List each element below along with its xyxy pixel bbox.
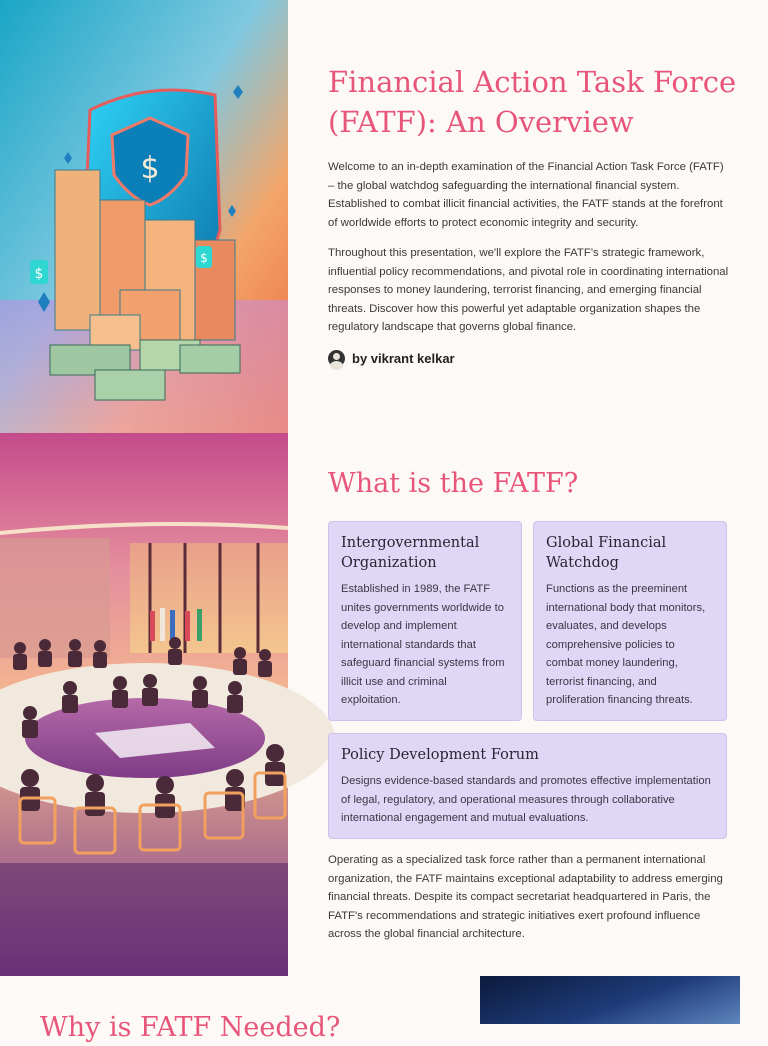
author-byline: [328, 350, 455, 367]
card-text: Functions as the preeminent international body that monitors, evaluates, and develops comprehensive policies to combat money laundering, terrorist financing, and proliferation financing threats.: [546, 583, 706, 706]
avatar: [328, 350, 345, 367]
section-title: What is the FATF?: [328, 468, 579, 499]
blue-illustration: [480, 976, 740, 1024]
card-policy-development-forum: [328, 733, 727, 839]
shield-money-illustration: [0, 0, 288, 433]
slide-why-needed: [0, 976, 768, 1043]
page-title: Financial Action Task Force (FATF): An Overview: [328, 65, 737, 139]
svg-text:$: $: [200, 251, 208, 265]
card-intergovernmental-organization: [328, 521, 522, 721]
section-title: Why is FATF Needed?: [40, 1012, 341, 1043]
svg-text:$: $: [34, 266, 44, 282]
card-title: Global Financial Watchdog: [546, 535, 667, 571]
card-title: Policy Development Forum: [341, 747, 539, 763]
card-global-financial-watchdog: [533, 521, 727, 721]
intro-paragraph: Welcome to an in-depth examination of the Financial Action Task Force (FATF) – the global watchdog safeguarding the international financial system. Established to combat illicit financial activities, the FATF stands at the forefront of worldwide efforts to protect economic integrity and security.: [328, 161, 724, 229]
slide-overview: [0, 0, 768, 433]
svg-text:$: $: [140, 151, 160, 186]
closing-paragraph: Operating as a specialized task force rather than a permanent international organization, the FATF maintains exceptional adaptability to address emerging financial threats. Despite its compact secretariat headquartered in Paris, the FATF's recommendations and strategic initiatives exert profound influence across the global financial architecture.: [328, 854, 723, 940]
card-text: Designs evidence-based standards and promotes effective implementation of legal, regulatory, and operational measures through collaborative international engagement and mutual evaluations.: [341, 775, 711, 824]
slide-what-is-fatf: [0, 433, 768, 976]
conference-room-illustration: [0, 433, 288, 976]
card-text: Established in 1989, the FATF unites governments worldwide to develop and implement international standards that safeguard financial systems from illicit use and criminal exploitation.: [341, 583, 505, 706]
card-title: Intergovernmental Organization: [341, 535, 480, 571]
intro-paragraph: Throughout this presentation, we'll explore the FATF's strategic framework, influential policy recommendations, and pivotal role in coordinating international responses to money laundering, terrorist financing, and emerging financial threats. Discover how this powerful yet adaptable organization shapes the regulatory landscape that governs global finance.: [328, 247, 729, 333]
author-name: by vikrant kelkar: [352, 351, 455, 366]
